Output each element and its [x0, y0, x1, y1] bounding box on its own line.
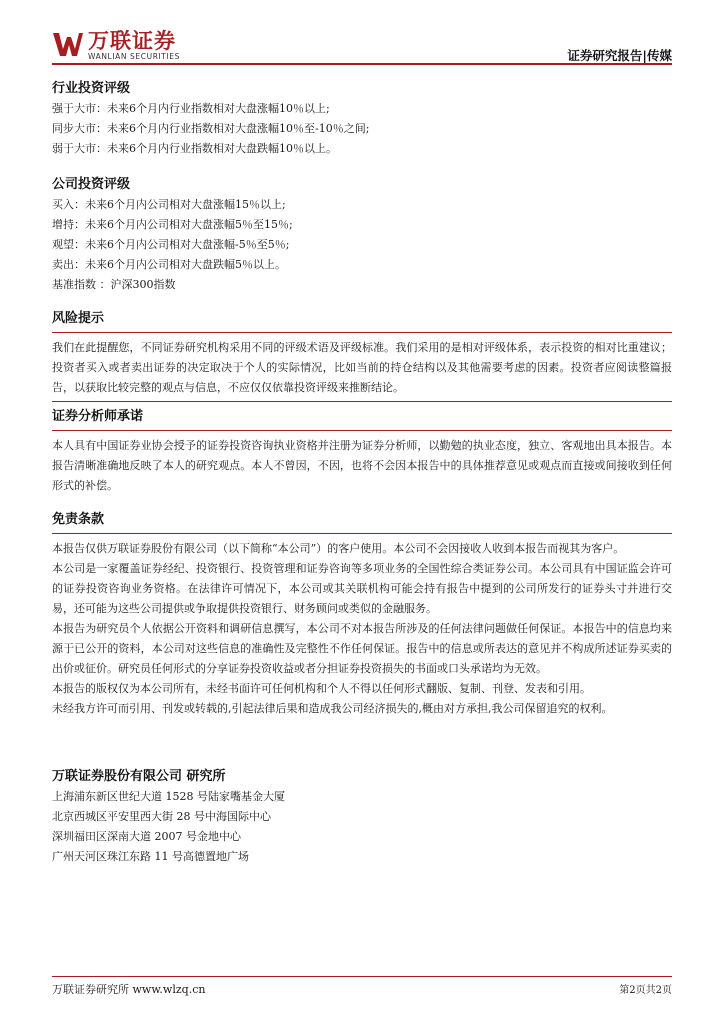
page-content — [52, 79, 672, 867]
wanlian-logo-icon — [52, 30, 84, 58]
address-line: 深圳福田区深南大道 2007 号金地中心 — [52, 830, 241, 843]
company-rating-line: 观望：未来6个月内公司相对大盘涨幅-5％至5％; — [52, 238, 290, 251]
section-divider — [52, 430, 672, 431]
disclaimer-paragraph: 本报告仅供万联证券股份有限公司（以下简称“本公司”）的客户使用。本公司不会因接收人收到本报告而视其为客户。 — [52, 542, 625, 555]
page-number: 第2页共2页 — [619, 985, 672, 996]
analyst-text: 本人具有中国证券业协会授予的证券投资咨询执业资格并注册为证券分析师，以勤勉的执业态度，独立、客观地出具本报告。本报告清晰准确地反映了本人的研究观点。本人不曾因，不因，也将不会因本报告中的具体推荐意见或观点而直接或间接收到任何形式的补偿。 — [52, 439, 672, 492]
footer-source: 万联证券研究所 www.wlzq.cn — [52, 983, 206, 996]
company-rating-line: 买入：未来6个月内公司相对大盘涨幅15％以上; — [52, 198, 286, 211]
risk-title: 风险提示 — [52, 311, 105, 326]
company-rating-title: 公司投资评级 — [52, 177, 131, 192]
risk-text: 我们在此提醒您，不同证券研究机构采用不同的评级术语及评级标准。我们采用的是相对评级体系，表示投资的相对比重建议；投资者买入或者卖出证券的决定取决于个人的实际情况，比如当前的持仓结构以及其他需要考虑的因素。投资者应阅读整篇报告，以获取比较完整的观点与信息，不应仅仅依靠投资评级来推断结论。 — [52, 341, 672, 394]
logo-english-name: WANLIAN SECURITIES — [88, 52, 181, 61]
analyst-title: 证券分析师承诺 — [52, 409, 144, 424]
disclaimer-paragraph: 本公司是一家覆盖证券经纪、投资银行、投资管理和证券咨询等多项业务的全国性综合类证券公司。本公司具有中国证监会许可的证券投资咨询业务资格。在法律许可情况下，本公司或其关联机构可能会持有报告中提到的公司所发行的证券头寸并进行交易，还可能为这些公司提供或争取提供投资银行、财务顾问或类似的金融服务。 — [52, 562, 672, 615]
benchmark-index-line: 基准指数 ：沪深300指数 — [52, 278, 176, 291]
section-divider — [52, 332, 672, 333]
company-rating-line: 增持：未来6个月内公司相对大盘涨幅5％至15％; — [52, 218, 293, 231]
contact-title: 万联证券股份有限公司 研究所 — [52, 769, 226, 784]
disclaimer-title: 免责条款 — [52, 512, 105, 527]
disclaimer-paragraph: 本报告为研究员个人依据公开资料和调研信息撰写，本公司不对本报告所涉及的任何法律问题做任何保证。本报告中的信息均来源于已公开的资料，本公司对这些信息的准确性及完整性不作任何保证。报告中的信息或所表达的意见并不构成所述证券买卖的出价或征价。研究员任何形式的分享证券投资收益或者分担证券投资损失的书面或口头承诺均为无效。 — [52, 622, 672, 675]
footer-divider — [52, 976, 672, 977]
company-rating-line: 卖出：未来6个月内公司相对大盘跌幅5％以上。 — [52, 258, 286, 271]
logo-chinese-name: 万联证券 — [88, 29, 176, 53]
report-type-label: 证券研究报告|传媒 — [567, 48, 672, 63]
address-line: 广州天河区珠江东路 11 号高德置地广场 — [52, 850, 249, 863]
industry-rating-line: 同步大市：未来6个月内行业指数相对大盘涨幅10％至-10％之间; — [52, 122, 370, 135]
industry-rating-line: 弱于大市：未来6个月内行业指数相对大盘跌幅10％以上。 — [52, 142, 337, 155]
industry-rating-line: 强于大市：未来6个月内行业指数相对大盘涨幅10％以上; — [52, 102, 330, 115]
disclaimer-paragraph: 未经我方许可而引用、刊发或转载的,引起法律后果和造成我公司经济损失的,概由对方承担,我公司保留追究的权利。 — [52, 702, 613, 715]
page-header — [52, 30, 672, 64]
address-line: 北京西城区平安里西大街 28 号中海国际中心 — [52, 810, 271, 823]
address-line: 上海浦东新区世纪大道 1528 号陆家嘴基金大厦 — [52, 790, 285, 803]
section-divider — [52, 533, 672, 534]
section-divider — [52, 401, 672, 402]
disclaimer-paragraph: 本报告的版权仅为本公司所有，未经书面许可任何机构和个人不得以任何形式翻版、复制、刊登、发表和引用。 — [52, 682, 591, 695]
company-logo — [52, 30, 180, 61]
industry-rating-title: 行业投资评级 — [52, 81, 131, 96]
header-divider — [52, 63, 672, 65]
